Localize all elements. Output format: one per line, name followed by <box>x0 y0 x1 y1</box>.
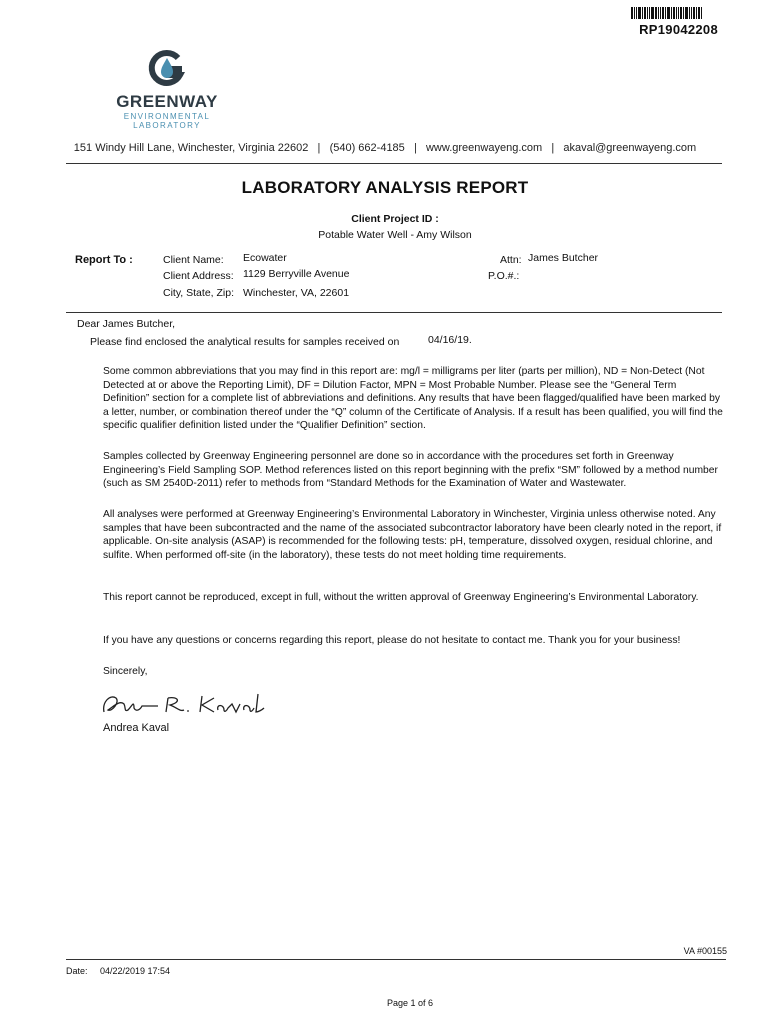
paragraph-reproduction: This report cannot be reproduced, except in full, without the written approval of Greenway Engineering’s Environmental Laboratory. <box>103 592 699 603</box>
report-title: LABORATORY ANALYSIS REPORT <box>241 178 529 197</box>
logo-mark-icon <box>147 48 187 90</box>
po-label: P.O.#.: <box>488 270 520 282</box>
client-name-label: Client Name: <box>163 254 224 266</box>
attn-label: Attn: <box>500 254 522 266</box>
report-to-label: Report To : <box>75 254 133 266</box>
va-number: VA #00155 <box>683 946 727 956</box>
barcode <box>631 7 721 19</box>
salutation: Dear James Butcher, <box>77 318 176 330</box>
paragraph-analyses: All analyses were performed at Greenway Engineering’s Environmental Laboratory in Winchester, Virginia unless otherwise noted. Any samples that have been subcontracted and the name of the associated subcontractor laboratory have been clearly noted in the report, if applicable. On-site analysis (ASAP) is recommended for the following tests: pH, temperature, dissolved oxygen, residual chlorine, and sulfite. When performed off-site (in the laboratory), these tests do not meet holding time requirements. <box>103 509 722 561</box>
logo-brand: GREENWAY <box>116 92 218 111</box>
address-line: 151 Windy Hill Lane, Winchester, Virginia 22602 | (540) 662-4185 | www.greenwayeng.com | akaval@greenwayeng.com <box>73 142 697 154</box>
intro-text: Please find enclosed the analytical results for samples received on <box>90 336 400 348</box>
signer-name: Andrea Kaval <box>103 722 170 734</box>
paragraph-abbreviations: Some common abbreviations that you may find in this report are: mg/l = milligrams per liter (parts per million), ND = Non-Detect (Not Detected at or above the Reporting Limit), DF = Dilution Factor, MPN = Most Probable Number. Please see the “General Term Definition” section for a complete list of abbreviations and definitions. Any results that have been flagged/qualified have been marked by a letter, number, or combination thereof under the “Q” column of the Certificate of Analysis. If a result has been qualified, you will find the specific qualifier definition listed under the “Qualifier Definition” section. <box>103 366 723 431</box>
date-label: Date: <box>66 966 88 976</box>
logo-sub-1: ENVIRONMENTAL <box>123 112 211 121</box>
client-project-label: Client Project ID : <box>351 213 439 225</box>
header-divider <box>66 163 722 164</box>
received-date: 04/16/19. <box>428 334 472 346</box>
logo-sub-2: LABORATORY <box>133 121 201 130</box>
client-name-value: Ecowater <box>243 252 287 264</box>
report-to-divider <box>66 312 722 313</box>
paragraph-sampling: Samples collected by Greenway Engineering personnel are done so in accordance with the procedures set forth in Greenway Engineering’s Field Sampling SOP. Method references listed on this report beginning with the prefix “SM” followed by a method number (such as SM 2540D-2011) refer to methods from “Standard Methods for the Examination of Water and Wastewater. <box>103 451 718 489</box>
report-id: RP19042208 <box>639 22 718 37</box>
attn-value: James Butcher <box>528 252 599 264</box>
company-logo <box>112 48 222 130</box>
client-address-label: Client Address: <box>163 270 234 282</box>
closing: Sincerely, <box>103 666 148 677</box>
footer-divider <box>66 959 726 960</box>
client-project-value: Potable Water Well - Amy Wilson <box>318 229 472 241</box>
city-label: City, State, Zip: <box>163 287 234 299</box>
date-value: 04/22/2019 17:54 <box>100 966 171 976</box>
city-value: Winchester, VA, 22601 <box>243 287 350 299</box>
page-number: Page 1 of 6 <box>386 998 434 1008</box>
signature-image <box>98 690 278 720</box>
paragraph-contact: If you have any questions or concerns regarding this report, please do not hesitate to contact me. Thank you for your business! <box>103 635 681 646</box>
client-address-value: 1129 Berryville Avenue <box>243 268 350 280</box>
